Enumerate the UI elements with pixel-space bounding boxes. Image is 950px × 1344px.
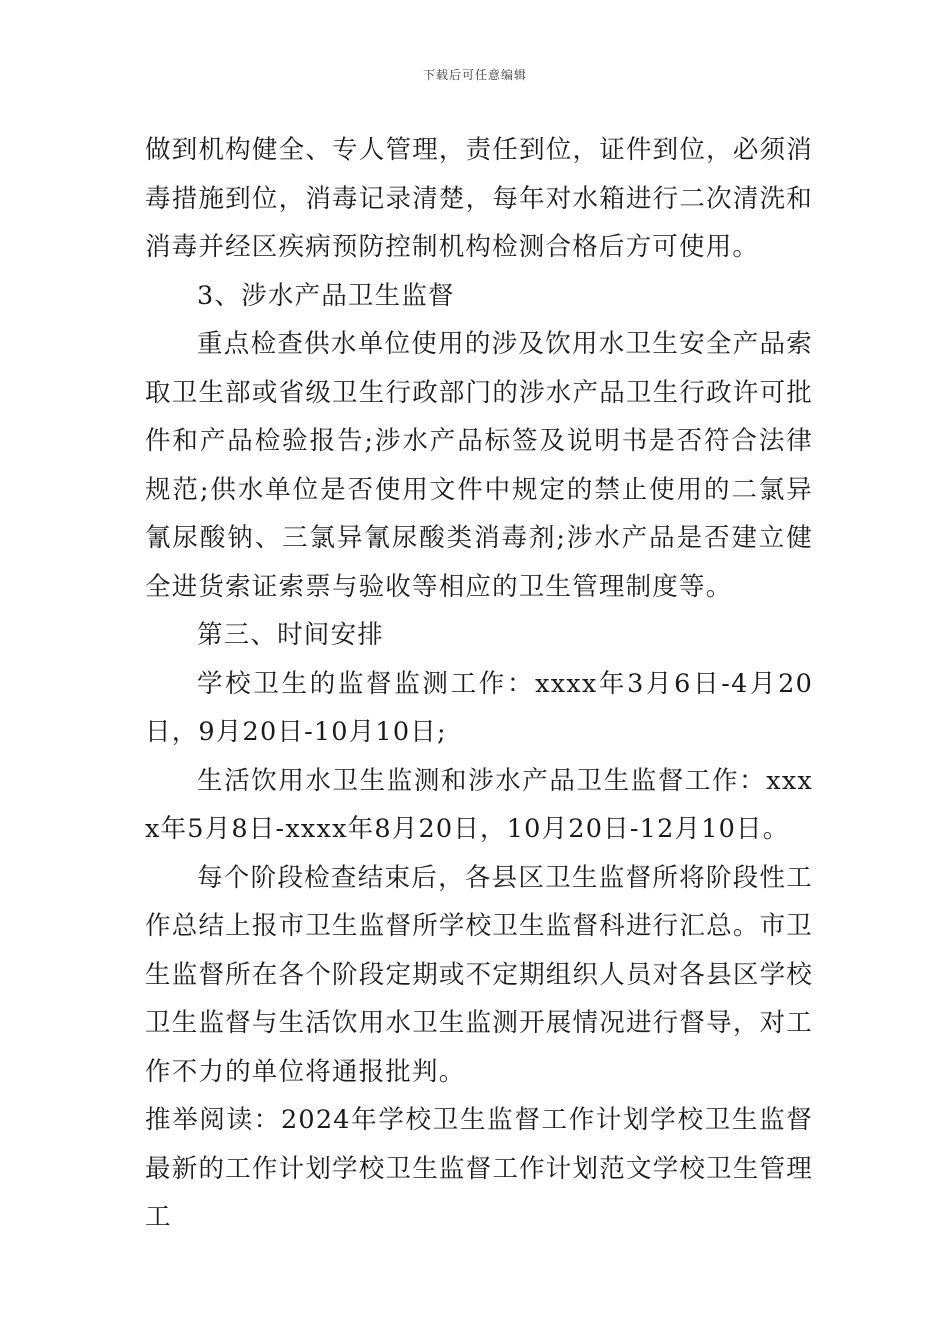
paragraph-summary-reporting: 每个阶段检查结束后，各县区卫生监督所将阶段性工作总结上报市卫生监督所学校卫生监督科进行汇总。市卫生监督所在各个阶段定期或不定期组织人员对各县区学校卫生监督与生活饮用水卫生监测开展情况进行督导，对工作不力的单位将通报批判。 bbox=[145, 862, 813, 1087]
paragraph-school-schedule: 学校卫生的监督监测工作：xxxx年3月6日-4月20日，9月20日-10月10日; bbox=[145, 668, 813, 747]
paragraph-water-schedule: 生活饮用水卫生监测和涉水产品卫生监督工作：xxxx年5月8日-xxxx年8月20日，10月20日-12月10日。 bbox=[145, 765, 813, 844]
section-heading-water-products: 3、涉水产品卫生监督 bbox=[197, 280, 455, 311]
section-heading-schedule: 第三、时间安排 bbox=[197, 620, 384, 650]
paragraph-recommended-reading: 推举阅读：2024年学校卫生监督工作计划学校卫生监督最新的工作计划学校卫生监督工作计划范文学校卫生管理工 bbox=[145, 1105, 813, 1232]
document-body bbox=[145, 126, 813, 1242]
download-note: 下载后可任意编辑 bbox=[422, 68, 527, 82]
paragraph-continuation: 做到机构健全、专人管理，责任到位，证件到位，必须消毒措施到位，消毒记录清楚，每年对水箱进行二次清洗和消毒并经区疾病预防控制机构检测合格后方可使用。 bbox=[145, 135, 813, 262]
paragraph-inspection-focus: 重点检查供水单位使用的涉及饮用水卫生安全产品索取卫生部或省级卫生行政部门的涉水产品卫生行政许可批件和产品检验报告;涉水产品标签及说明书是否符合法律规范;供水单位是否使用文件中规定的禁止使用的二氯异氰尿酸钠、三氯异氰尿酸类消毒剂;涉水产品是否建立健全进货索证索票与验收等相应的卫生管理制度等。 bbox=[145, 329, 813, 602]
